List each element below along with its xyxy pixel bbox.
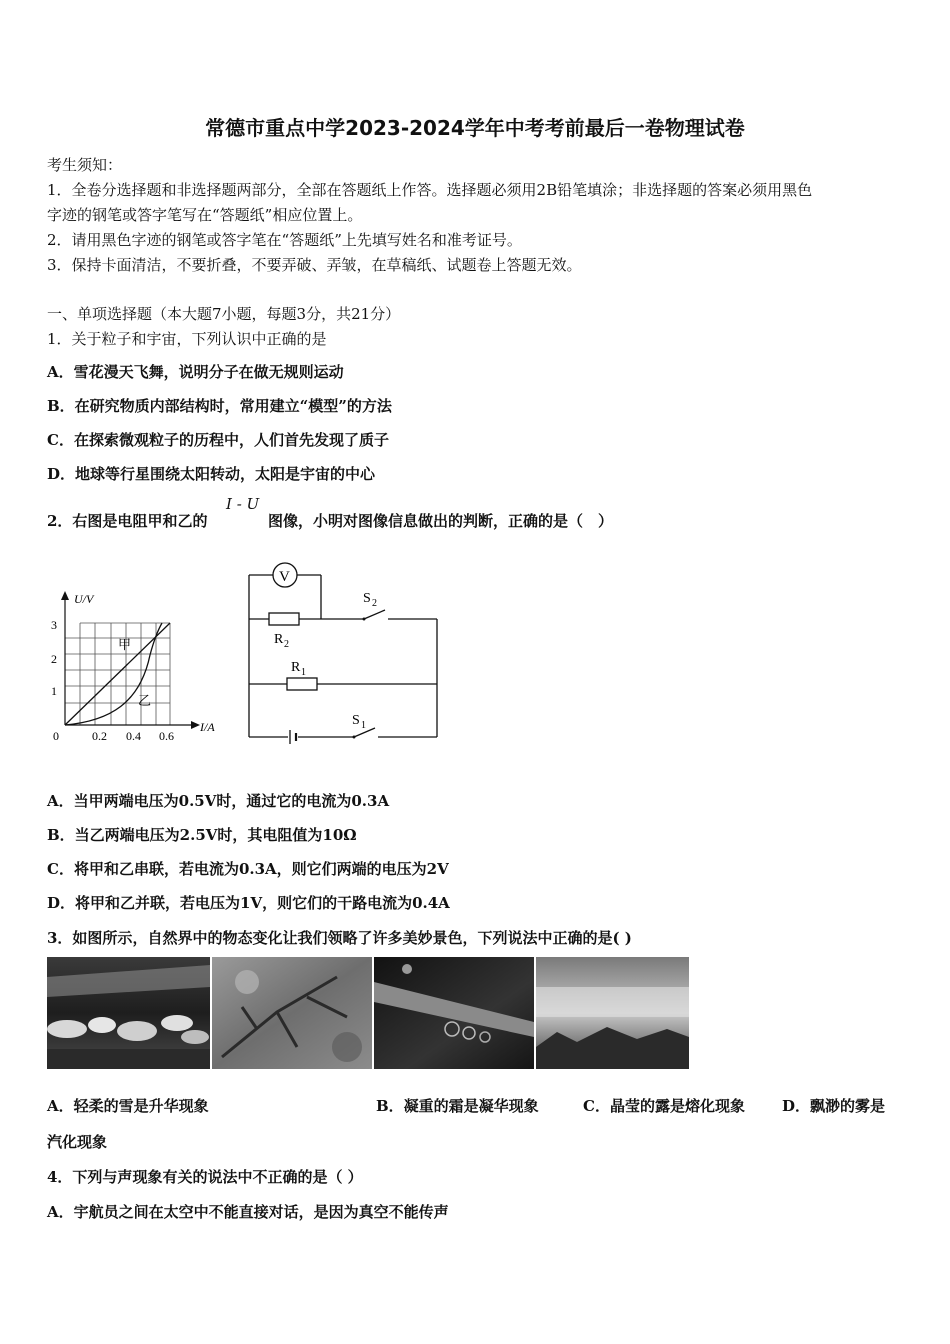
photo-fog <box>536 957 689 1069</box>
question-3-option-a: A．轻柔的雪是升华现象 <box>47 1097 209 1115</box>
switch-s2-label: S <box>363 591 371 606</box>
question-2-option-d: D．将甲和乙并联，若电压为1V，则它们的干路电流为0.4A <box>47 894 450 912</box>
photo-frost <box>212 957 372 1069</box>
photo-snow <box>47 957 210 1069</box>
switch-s1-contact <box>353 736 356 739</box>
switch-s2-subscript: 2 <box>372 598 377 609</box>
notice-line: 3．保持卡面清洁，不要折叠，不要弄破、弄皱，在草稿纸、试题卷上答题无效。 <box>47 256 582 274</box>
notice-heading: 考生须知： <box>47 156 123 174</box>
x-axis-arrow <box>191 721 200 729</box>
iu-graph <box>40 585 230 745</box>
y-axis-arrow <box>61 591 69 600</box>
graph-ytick: 3 <box>51 618 57 632</box>
graph-label-yi: 乙 <box>138 693 152 708</box>
question-4-stem: 4．下列与声现象有关的说法中不正确的是（ ） <box>47 1168 363 1186</box>
resistor-r2-label: R <box>274 632 284 647</box>
question-3-option-d-continued: 汽化现象 <box>47 1133 108 1151</box>
question-2-option-c: C．将甲和乙串联，若电流为0.3A，则它们两端的电压为2V <box>47 860 449 878</box>
circuit-wires <box>249 575 437 737</box>
graph-ylabel: U/V <box>74 592 94 606</box>
resistor-r1-label: R <box>291 660 301 675</box>
graph-xtick: 0.4 <box>126 729 141 743</box>
question-3-option-c: C．晶莹的露是熔化现象 <box>583 1097 745 1115</box>
graph-xtick: 0.2 <box>92 729 107 743</box>
switch-s2-contact <box>363 618 366 621</box>
voltmeter-label: V <box>279 569 290 585</box>
notice-line: 2．请用黑色字迹的钢笔或答字笔在“答题纸”上先填写姓名和准考证号。 <box>47 231 522 249</box>
section-heading: 一、单项选择题（本大题7小题，每题3分，共21分） <box>47 305 401 323</box>
graph-ytick: 1 <box>51 684 57 698</box>
question-2-formula: I - U <box>226 495 260 513</box>
photo-dew <box>374 957 534 1069</box>
question-1-option-c: C．在探索微观粒子的历程中，人们首先发现了质子 <box>47 431 389 449</box>
graph-xtick: 0.6 <box>159 729 174 743</box>
switch-s2-blade <box>364 610 385 619</box>
resistor-r2-subscript: 2 <box>284 639 289 650</box>
switch-s1-label: S <box>352 713 360 728</box>
graph-xlabel: I/A <box>200 720 215 734</box>
question-1-option-a: A．雪花漫天飞舞，说明分子在做无规则运动 <box>47 363 344 381</box>
question-1-option-d: D．地球等行星围绕太阳转动，太阳是宇宙的中心 <box>47 465 376 483</box>
question-1-option-b: B．在研究物质内部结构时，常用建立“模型”的方法 <box>47 397 392 415</box>
question-2-option-b: B．当乙两端电压为2.5V时，其电阻值为10Ω <box>47 826 357 844</box>
question-3-option-b: B．凝重的霜是凝华现象 <box>376 1097 539 1115</box>
switch-s1-subscript: 1 <box>361 720 366 731</box>
question-2-option-a: A．当甲两端电压为0.5V时，通过它的电流为0.3A <box>47 792 390 810</box>
question-3-option-d: D．飘渺的雾是 <box>782 1097 886 1115</box>
question-3-stem: 3．如图所示，自然界中的物态变化让我们领略了许多美妙景色，下列说法中正确的是( ) <box>47 929 632 947</box>
notice-line: 字迹的钢笔或答字笔写在“答题纸”相应位置上。 <box>47 206 363 224</box>
notice-line: 1．全卷分选择题和非选择题两部分，全部在答题纸上作答。选择题必须用2B铅笔填涂；非选择题的答案必须用黑色 <box>47 181 813 199</box>
question-2-stem-pre: 2．右图是电阻甲和乙的 <box>47 512 208 530</box>
resistor-r1 <box>287 678 317 690</box>
resistor-r1-subscript: 1 <box>301 667 306 678</box>
question-1-stem: 1．关于粒子和宇宙，下列认识中正确的是 <box>47 330 327 348</box>
graph-ytick: 2 <box>51 652 57 666</box>
graph-origin: 0 <box>53 729 59 743</box>
circuit-diagram <box>240 560 445 750</box>
page-title: 常德市重点中学2023-2024学年中考考前最后一卷物理试卷 <box>205 116 745 140</box>
phase-change-photos <box>47 957 689 1069</box>
question-4-option-a: A．宇航员之间在太空中不能直接对话，是因为真空不能传声 <box>47 1203 449 1221</box>
graph-label-jia: 甲 <box>118 637 132 652</box>
question-2-stem-post: 图像，小明对图像信息做出的判断，正确的是（ ） <box>268 512 614 530</box>
resistor-r2 <box>269 613 299 625</box>
